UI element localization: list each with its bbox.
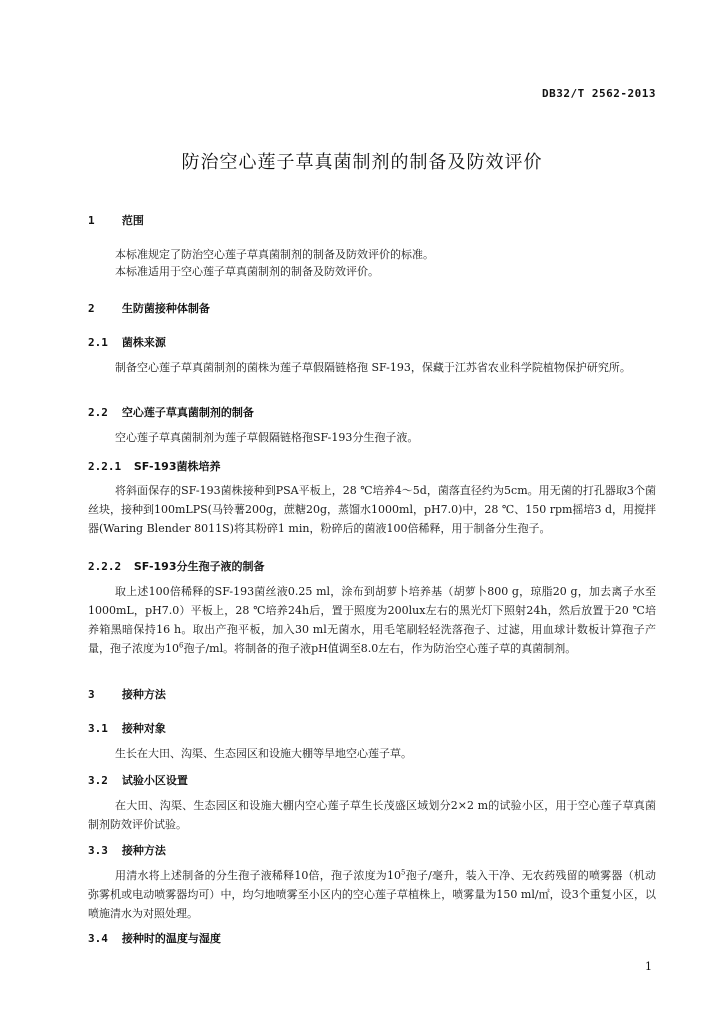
section-number: 3.4 [88,932,108,945]
standard-code: DB32/T 2562-2013 [542,87,656,100]
section-title: 接种时的温度与湿度 [121,932,221,945]
section-3-4-heading [88,930,221,946]
section-title: 范围 [121,214,144,227]
page-number: 1 [645,960,652,973]
section-3-1-heading [88,720,166,736]
paragraph-text: 孢子/ml。将制备的孢子液pH值调至8.0左右，作为防治空心莲子草的真菌制剂。 [183,642,577,655]
section-2-2-1-heading [88,458,220,474]
section-3-3-heading [88,842,166,858]
section-1-paragraph-2: 本标准适用于空心莲子草真菌制剂的制备及防效评价。 [115,265,379,278]
section-2-2-1-paragraph: 将斜面保存的SF-193菌株接种到PSA平板上，28 ℃培养4～5d，菌落直径约为5cm。用无菌的打孔器取3个菌丝块，接种到100mLPS(马铃薯200g，蔗糖20g，蒸馏水1000ml，pH7.0)中，28 ℃、150 rpm摇培3 d，用搅拌器(Waring Blender 8011S)将其粉碎1 min，粉碎后的菌液100倍稀释，用于制备分生孢子。 [88,484,656,535]
exponent: 6 [179,641,184,650]
section-title: 接种方法 [121,688,166,701]
section-title: SF-193分生孢子液的制备 [133,560,265,573]
section-number: 2.2.1 [88,460,122,473]
exponent: 5 [401,868,406,877]
section-title: 空心莲子草真菌制剂的制备 [121,406,254,419]
section-3-3-paragraph [88,866,656,923]
section-number: 2.1 [88,336,108,349]
section-2-1-heading [88,334,166,350]
section-3-2-paragraph: 在大田、沟渠、生态园区和设施大棚内空心莲子草生长茂盛区域划分2×2 m的试验小区，用于空心莲子草真菌制剂防效评价试验。 [88,799,656,831]
section-3-1-paragraph: 生长在大田、沟渠、生态园区和设施大棚等旱地空心莲子草。 [115,747,412,760]
section-title: 接种对象 [121,722,166,735]
section-2-2-heading [88,404,254,420]
section-1-paragraph-1: 本标准规定了防治空心莲子草真菌制剂的制备及防效评价的标准。 [115,248,434,261]
section-number: 3.3 [88,844,108,857]
section-title: 接种方法 [121,844,166,857]
section-3-2-heading [88,772,188,788]
section-2-1-paragraph: 制备空心莲子草真菌制剂的菌株为莲子草假隔链格孢 SF-193，保藏于江苏省农业科学院植物保护研究所。 [115,361,631,374]
section-number: 2.2.2 [88,560,122,573]
section-title: SF-193菌株培养 [133,460,221,473]
paragraph-text: 用清水将上述制备的分生孢子液稀释10倍，孢子浓度为10 [115,869,402,882]
section-2-2-2-paragraph [88,582,656,658]
section-title: 试验小区设置 [121,774,188,787]
section-1-heading [88,212,144,228]
section-2-heading [88,300,210,316]
section-number: 2 [88,302,95,315]
section-number: 3 [88,688,95,701]
document-title: 防治空心莲子草真菌制剂的制备及防效评价 [181,152,543,173]
paragraph-text: 取上述100倍稀释的SF-193菌丝液0.25 ml，涂布到胡萝卜培养基（胡萝卜800 g，琼脂20 g，加去离子水至1000mL，pH7.0）平板上，28 ℃培养24h后，置于照度为200lux左右的黑光灯下照射24h，然后放置于20 ℃培养箱黑暗保持16 h。取出产孢平板，加入30 ml无菌水，用毛笔刷轻轻洗落孢子、过滤，用血球计数板计算孢子产量，孢子浓度为10 [88,585,656,655]
section-2-2-paragraph: 空心莲子草真菌制剂为莲子草假隔链格孢SF-193分生孢子液。 [115,431,419,444]
section-number: 3.2 [88,774,108,787]
paragraph-text: 孢子/毫升，装入干净、无农药残留的喷雾器（机动弥雾机或电动喷雾器均可）中，均匀地喷雾至小区内的空心莲子草植株上，喷雾量为150 ml/㎡，设3个重复小区，以喷施清水为对照处理。 [88,869,656,920]
section-title: 生防菌接种体制备 [121,302,210,315]
section-2-2-2-heading [88,558,264,574]
section-number: 1 [88,214,95,227]
section-3-heading [88,686,166,702]
section-number: 3.1 [88,722,108,735]
section-number: 2.2 [88,406,108,419]
section-title: 菌株来源 [121,336,166,349]
